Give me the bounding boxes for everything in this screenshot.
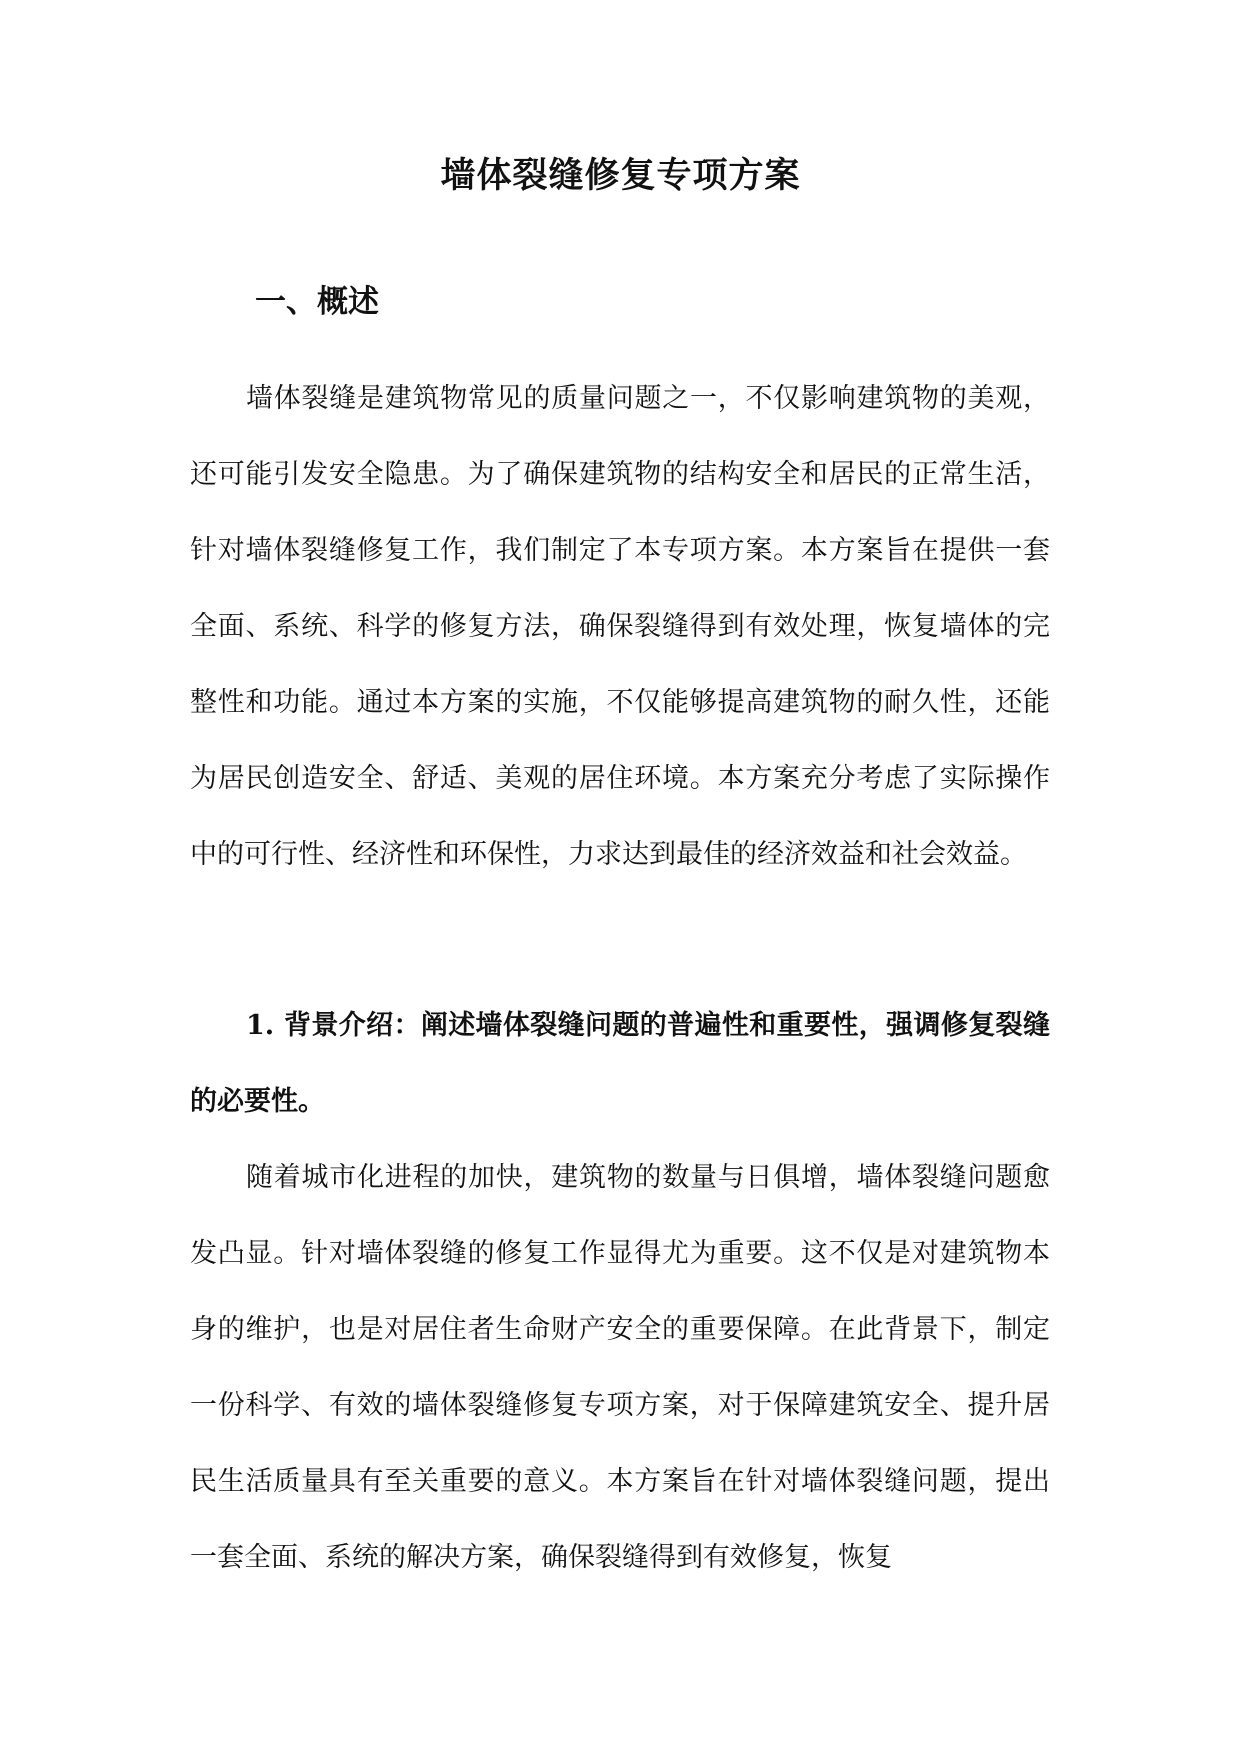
overview-paragraph: 墙体裂缝是建筑物常见的质量问题之一，不仅影响建筑物的美观，还可能引发安全隐患。为了确保建筑物的结构安全和居民的正常生活，针对墙体裂缝修复工作，我们制定了本专项方案。本方案旨在提供一套全面、系统、科学的修复方法，确保裂缝得到有效处理，恢复墙体的完整性和功能。通过本方案的实施，不仅能够提高建筑物的耐久性，还能为居民创造安全、舒适、美观的居住环境。本方案充分考虑了实际操作中的可行性、经济性和环保性，力求达到最佳的经济效益和社会效益。 xyxy=(190,383,1050,870)
background-paragraph: 随着城市化进程的加快，建筑物的数量与日俱增，墙体裂缝问题愈发凸显。针对墙体裂缝的修复工作显得尤为重要。这不仅是对建筑物本身的维护，也是对居住者生命财产安全的重要保障。在此背景下，制定一份科学、有效的墙体裂缝修复专项方案，对于保障建筑安全、提升居民生活质量具有至关重要的意义。本方案旨在针对墙体裂缝问题，提出一套全面、系统的解决方案，确保裂缝得到有效修复，恢复 xyxy=(190,1162,1050,1573)
background-subheading: 1. 背景介绍：阐述墙体裂缝问题的普遍性和重要性，强调修复裂缝的必要性。 xyxy=(190,1010,1050,1117)
document-title: 墙体裂缝修复专项方案 xyxy=(440,155,801,196)
section-heading-overview: 一、概述 xyxy=(255,284,379,320)
